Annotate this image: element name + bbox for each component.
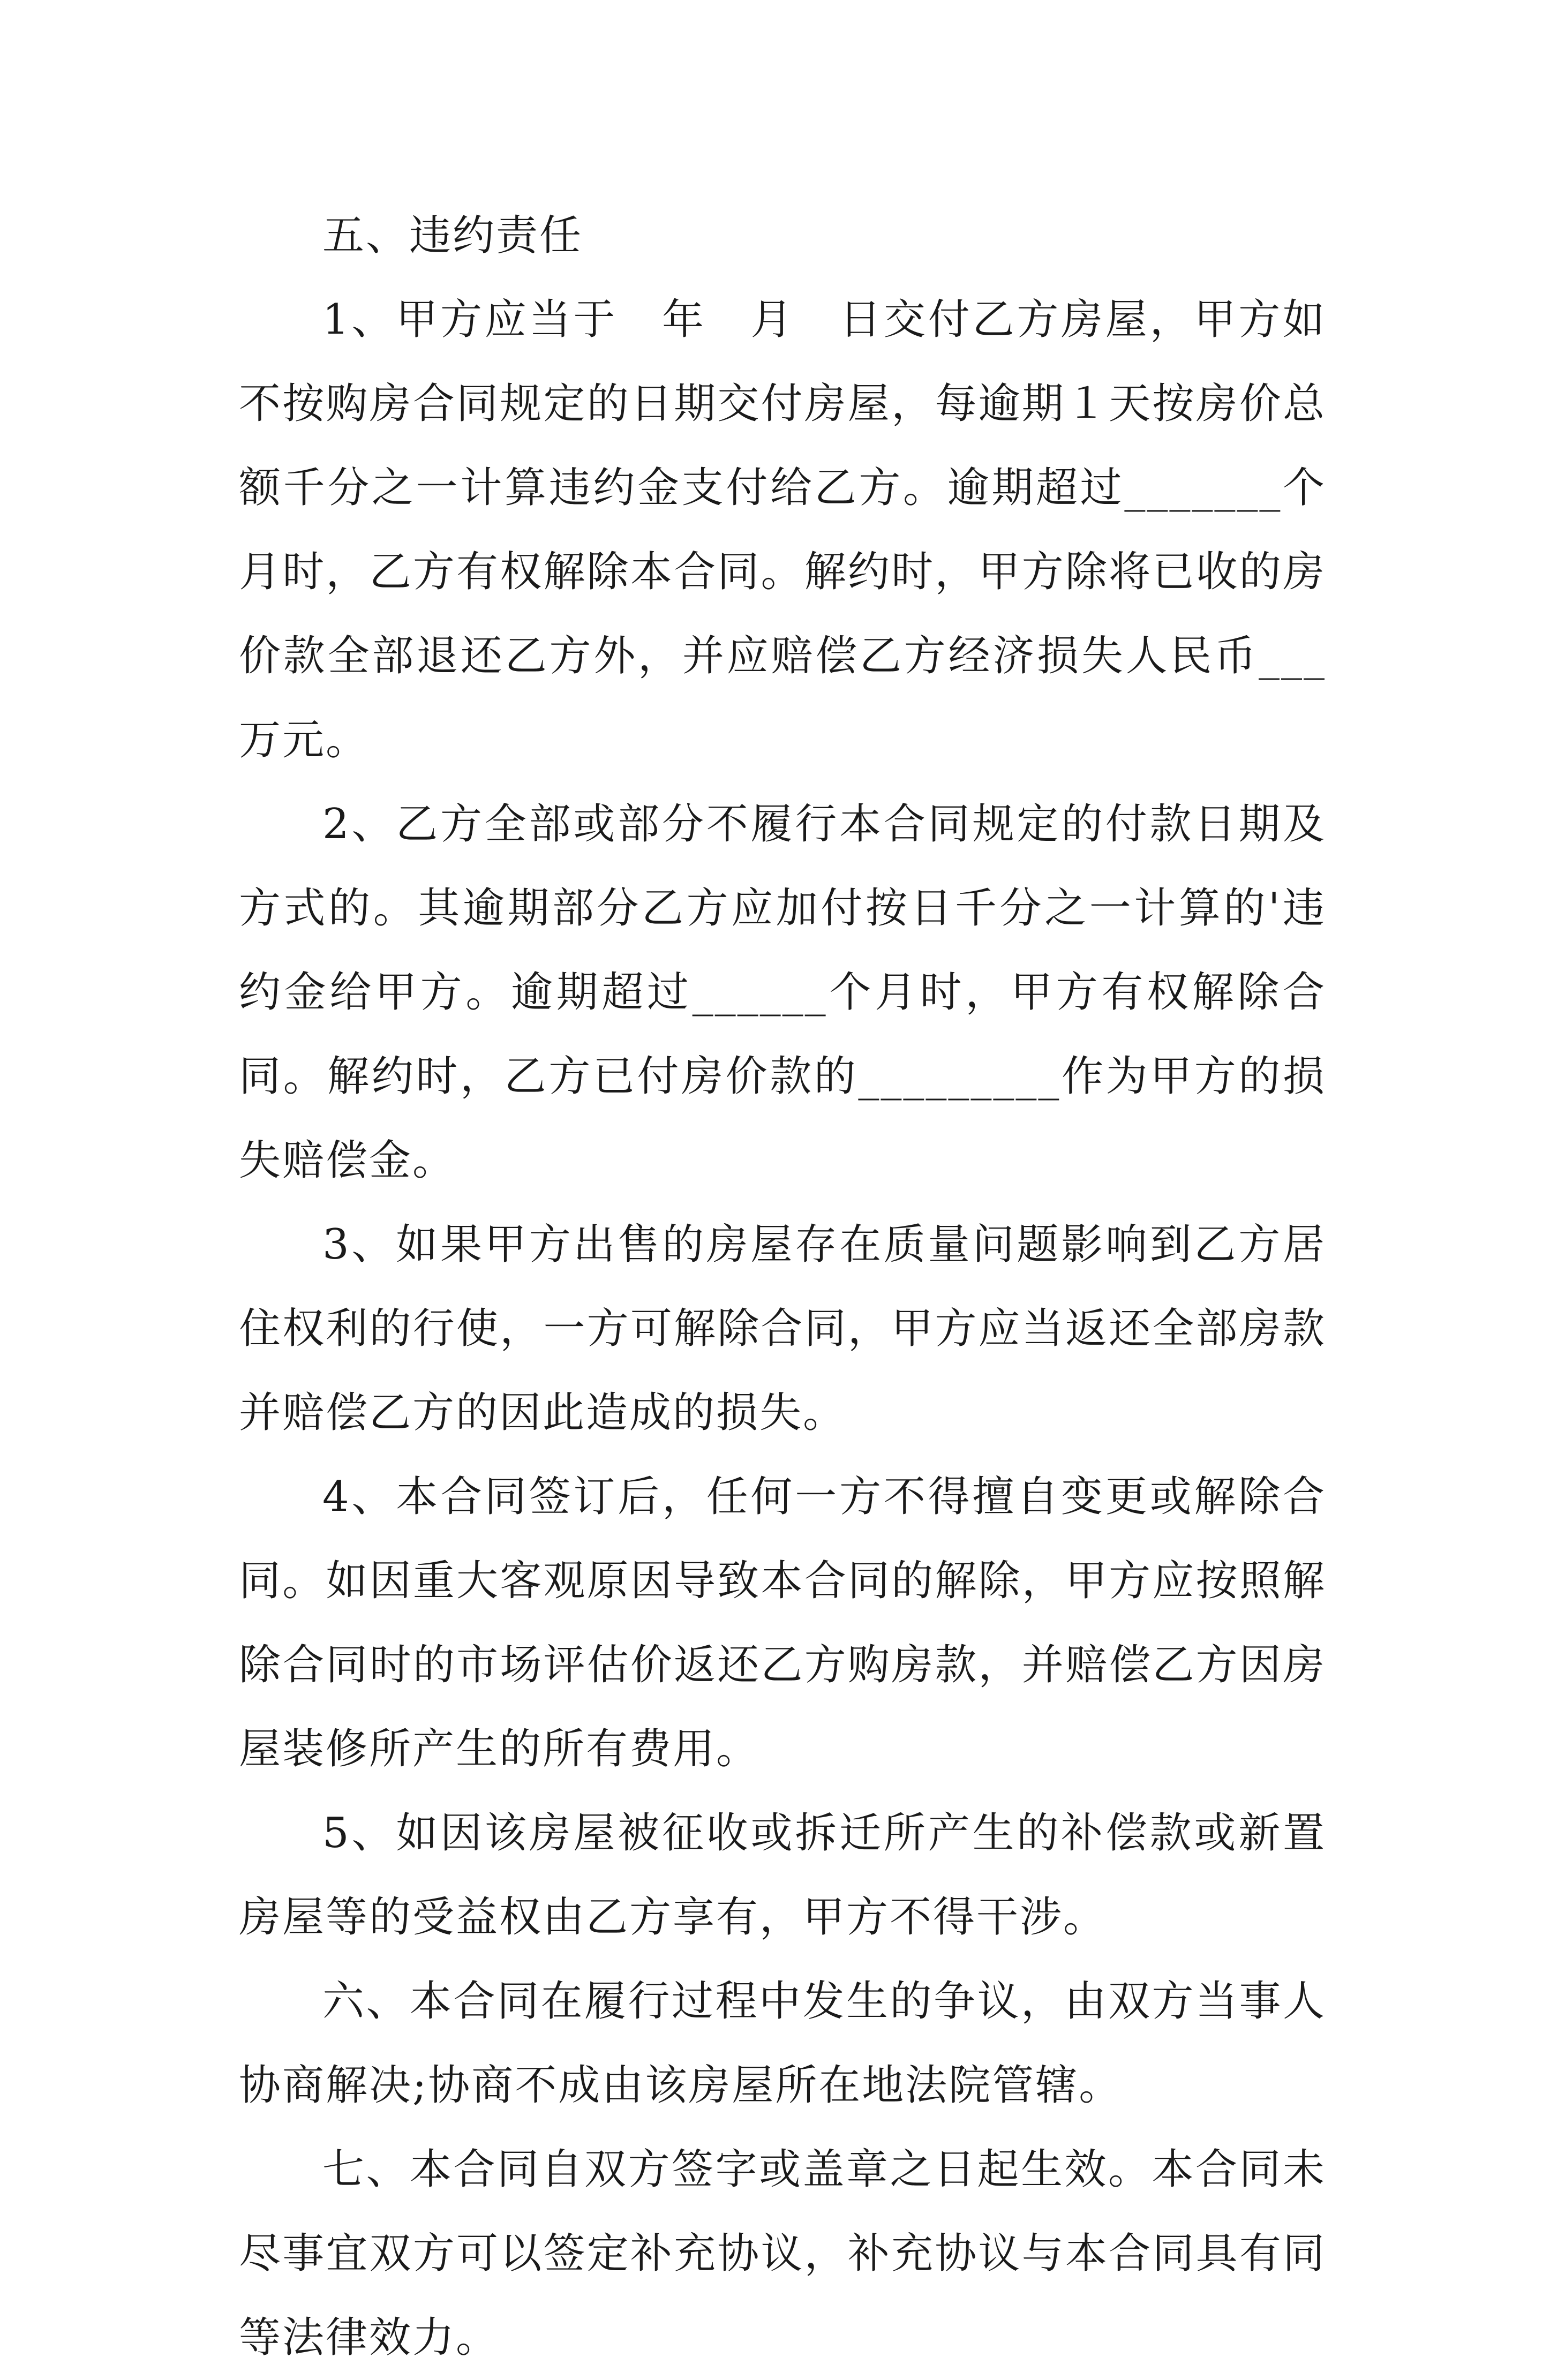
clause-4: 4、本合同签订后，任何一方不得擅自变更或解除合同。如因重大客观原因导致本合同的解除，甲方应按照解除合同时的市场评估价返还乙方购房款，并赔偿乙方因房屋装修所产生的所有费用。 [239, 1473, 1326, 1773]
section-seven: 七、本合同自双方签字或盖章之日起生效。本合同未尽事宜双方可以签定补充协议，补充协议与本合同具有同等法律效力。 [239, 2145, 1326, 2362]
section-six: 六、本合同在履行过程中发生的争议，由双方当事人协商解决;协商不成由该房屋所在地法院管辖。 [239, 1977, 1326, 2110]
clause-5: 5、如因该房屋被征收或拆迁所产生的补偿款或新置房屋等的受益权由乙方享有，甲方不得干涉。 [239, 1809, 1326, 1941]
clause-3: 3、如果甲方出售的房屋存在质量问题影响到乙方居住权利的行使，一方可解除合同，甲方应当返还全部房款并赔偿乙方的因此造成的损失。 [239, 1221, 1326, 1437]
section-five-heading: 五、违约责任 [322, 212, 583, 260]
document-body [239, 194, 1326, 2380]
clause-1: 1、甲方应当于 年 月 日交付乙方房屋，甲方如不按购房合同规定的日期交付房屋，每逾期１天按房价总额千分之一计算违约金支付给乙方。逾期超过_______个月时，乙方有权解除本合同。解约时，甲方除将已收的房价款全部退还乙方外，并应赔偿乙方经济损失人民币___万元。 [239, 296, 1326, 764]
clause-2: 2、乙方全部或部分不履行本合同规定的付款日期及方式的。其逾期部分乙方应加付按日千分之一计算的'违约金给甲方。逾期超过______个月时，甲方有权解除合同。解约时，乙方已付房价款的_________作为甲方的损失赔偿金。 [239, 800, 1326, 1185]
